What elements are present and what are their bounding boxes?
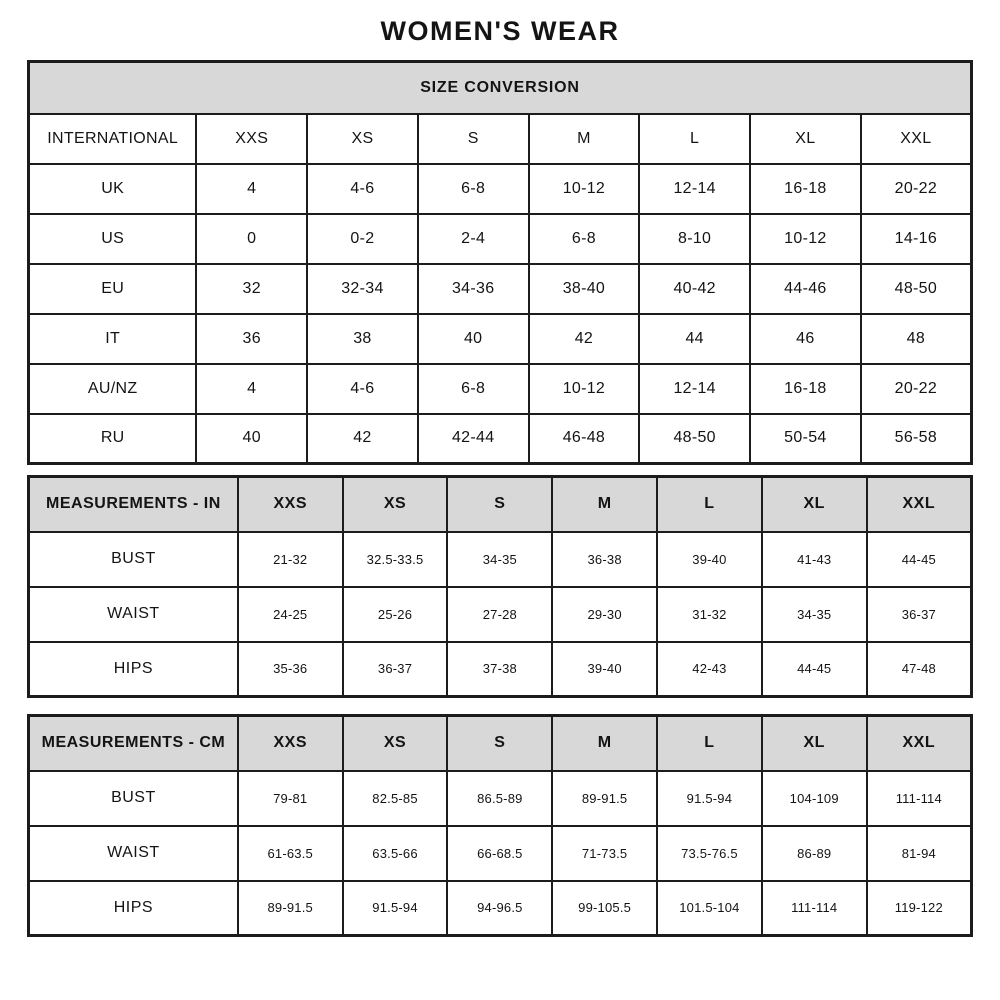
table-row bbox=[29, 881, 972, 936]
table-cell: 6-8 bbox=[529, 214, 640, 264]
table-cell: 35-36 bbox=[238, 642, 343, 697]
table-cell: 21-32 bbox=[238, 532, 343, 587]
table-cell: 36-37 bbox=[867, 587, 972, 642]
table-cell: 4-6 bbox=[307, 164, 418, 214]
column-header: L bbox=[657, 716, 762, 771]
table-cell: 32.5-33.5 bbox=[343, 532, 448, 587]
table-cell: 101.5-104 bbox=[657, 881, 762, 936]
table-header-row bbox=[29, 114, 972, 164]
table-cell: 42 bbox=[529, 314, 640, 364]
table-cell: 89-91.5 bbox=[552, 771, 657, 826]
table-cell: 6-8 bbox=[418, 364, 529, 414]
table-cell: 66-68.5 bbox=[447, 826, 552, 881]
table-cell: 2-4 bbox=[418, 214, 529, 264]
table-cell: 42-43 bbox=[657, 642, 762, 697]
row-label: BUST bbox=[29, 532, 238, 587]
table-cell: 46-48 bbox=[529, 414, 640, 464]
table-cell: 38 bbox=[307, 314, 418, 364]
table-cell: 36-37 bbox=[343, 642, 448, 697]
table-cell: 71-73.5 bbox=[552, 826, 657, 881]
table-cell: 44-45 bbox=[867, 532, 972, 587]
table-header-label: INTERNATIONAL bbox=[29, 114, 197, 164]
measurements-in-table bbox=[27, 475, 973, 698]
table-row bbox=[29, 264, 972, 314]
table-cell: 10-12 bbox=[529, 164, 640, 214]
column-header: XL bbox=[762, 716, 867, 771]
table-cell: 25-26 bbox=[343, 587, 448, 642]
table-cell: 31-32 bbox=[657, 587, 762, 642]
table-cell: 4-6 bbox=[307, 364, 418, 414]
column-header: S bbox=[447, 477, 552, 532]
table-cell: 10-12 bbox=[529, 364, 640, 414]
row-label: IT bbox=[29, 314, 197, 364]
table-cell: 42-44 bbox=[418, 414, 529, 464]
table-cell: 39-40 bbox=[552, 642, 657, 697]
measurements-cm-table bbox=[27, 714, 973, 937]
table-cell: 38-40 bbox=[529, 264, 640, 314]
table-cell: 12-14 bbox=[639, 364, 750, 414]
table-cell: 37-38 bbox=[447, 642, 552, 697]
column-header: XXS bbox=[196, 114, 307, 164]
row-label: HIPS bbox=[29, 642, 238, 697]
table-cell: 48 bbox=[861, 314, 972, 364]
table-cell: 36-38 bbox=[552, 532, 657, 587]
column-header: M bbox=[552, 477, 657, 532]
row-label: UK bbox=[29, 164, 197, 214]
page-title: WOMEN'S WEAR bbox=[380, 16, 620, 46]
table-cell: 27-28 bbox=[447, 587, 552, 642]
table-cell: 8-10 bbox=[639, 214, 750, 264]
row-label: RU bbox=[29, 414, 197, 464]
table-cell: 61-63.5 bbox=[238, 826, 343, 881]
column-header: XS bbox=[307, 114, 418, 164]
row-label: WAIST bbox=[29, 826, 238, 881]
table-cell: 46 bbox=[750, 314, 861, 364]
column-header: XXS bbox=[238, 477, 343, 532]
table-cell: 82.5-85 bbox=[343, 771, 448, 826]
table-cell: 0-2 bbox=[307, 214, 418, 264]
column-header: XL bbox=[762, 477, 867, 532]
table-cell: 10-12 bbox=[750, 214, 861, 264]
table-cell: 73.5-76.5 bbox=[657, 826, 762, 881]
table-cell: 14-16 bbox=[861, 214, 972, 264]
table-cell: 89-91.5 bbox=[238, 881, 343, 936]
table-row bbox=[29, 364, 972, 414]
column-header: XXS bbox=[238, 716, 343, 771]
table-cell: 99-105.5 bbox=[552, 881, 657, 936]
table-cell: 20-22 bbox=[861, 164, 972, 214]
table-row bbox=[29, 414, 972, 464]
column-header: XXL bbox=[861, 114, 972, 164]
table-cell: 86.5-89 bbox=[447, 771, 552, 826]
size-conversion-table bbox=[27, 60, 973, 465]
table-cell: 24-25 bbox=[238, 587, 343, 642]
table-cell: 29-30 bbox=[552, 587, 657, 642]
table-row bbox=[29, 532, 972, 587]
table-cell: 39-40 bbox=[657, 532, 762, 587]
table-cell: 6-8 bbox=[418, 164, 529, 214]
row-label: BUST bbox=[29, 771, 238, 826]
table-cell: 41-43 bbox=[762, 532, 867, 587]
table-cell: 34-35 bbox=[447, 532, 552, 587]
table-cell: 111-114 bbox=[867, 771, 972, 826]
table-cell: 91.5-94 bbox=[343, 881, 448, 936]
table-row bbox=[29, 642, 972, 697]
table-row bbox=[29, 164, 972, 214]
table-cell: 48-50 bbox=[639, 414, 750, 464]
table-header-label: MEASUREMENTS - IN bbox=[29, 477, 238, 532]
table-cell: 34-35 bbox=[762, 587, 867, 642]
column-header: L bbox=[657, 477, 762, 532]
table-header-row bbox=[29, 716, 972, 771]
column-header: S bbox=[447, 716, 552, 771]
column-header: XXL bbox=[867, 716, 972, 771]
table-row bbox=[29, 314, 972, 364]
table-cell: 104-109 bbox=[762, 771, 867, 826]
table-cell: 36 bbox=[196, 314, 307, 364]
row-label: AU/NZ bbox=[29, 364, 197, 414]
table-cell: 44-46 bbox=[750, 264, 861, 314]
table-cell: 44-45 bbox=[762, 642, 867, 697]
table-header-row bbox=[29, 477, 972, 532]
table-cell: 91.5-94 bbox=[657, 771, 762, 826]
column-header: L bbox=[639, 114, 750, 164]
column-header: XS bbox=[343, 477, 448, 532]
table-cell: 111-114 bbox=[762, 881, 867, 936]
table-header-label: MEASUREMENTS - CM bbox=[29, 716, 238, 771]
table-cell: 63.5-66 bbox=[343, 826, 448, 881]
table-cell: 32 bbox=[196, 264, 307, 314]
column-header: M bbox=[552, 716, 657, 771]
table-row bbox=[29, 214, 972, 264]
table-cell: 34-36 bbox=[418, 264, 529, 314]
table-cell: 16-18 bbox=[750, 164, 861, 214]
table-row bbox=[29, 587, 972, 642]
table-cell: 16-18 bbox=[750, 364, 861, 414]
table-cell: 86-89 bbox=[762, 826, 867, 881]
row-label: US bbox=[29, 214, 197, 264]
table-title: SIZE CONVERSION bbox=[29, 62, 972, 114]
table-row bbox=[29, 826, 972, 881]
column-header: M bbox=[529, 114, 640, 164]
column-header: XS bbox=[343, 716, 448, 771]
table-cell: 81-94 bbox=[867, 826, 972, 881]
table-cell: 40 bbox=[196, 414, 307, 464]
table-cell: 40 bbox=[418, 314, 529, 364]
table-cell: 12-14 bbox=[639, 164, 750, 214]
row-label: WAIST bbox=[29, 587, 238, 642]
table-cell: 94-96.5 bbox=[447, 881, 552, 936]
table-cell: 119-122 bbox=[867, 881, 972, 936]
table-cell: 48-50 bbox=[861, 264, 972, 314]
table-cell: 42 bbox=[307, 414, 418, 464]
table-caption-row bbox=[29, 62, 972, 114]
table-cell: 50-54 bbox=[750, 414, 861, 464]
table-cell: 40-42 bbox=[639, 264, 750, 314]
column-header: S bbox=[418, 114, 529, 164]
column-header: XXL bbox=[867, 477, 972, 532]
row-label: HIPS bbox=[29, 881, 238, 936]
table-cell: 47-48 bbox=[867, 642, 972, 697]
table-cell: 4 bbox=[196, 164, 307, 214]
table-cell: 4 bbox=[196, 364, 307, 414]
row-label: EU bbox=[29, 264, 197, 314]
table-cell: 0 bbox=[196, 214, 307, 264]
table-cell: 20-22 bbox=[861, 364, 972, 414]
column-header: XL bbox=[750, 114, 861, 164]
table-row bbox=[29, 771, 972, 826]
table-cell: 44 bbox=[639, 314, 750, 364]
table-cell: 56-58 bbox=[861, 414, 972, 464]
table-cell: 79-81 bbox=[238, 771, 343, 826]
table-cell: 32-34 bbox=[307, 264, 418, 314]
